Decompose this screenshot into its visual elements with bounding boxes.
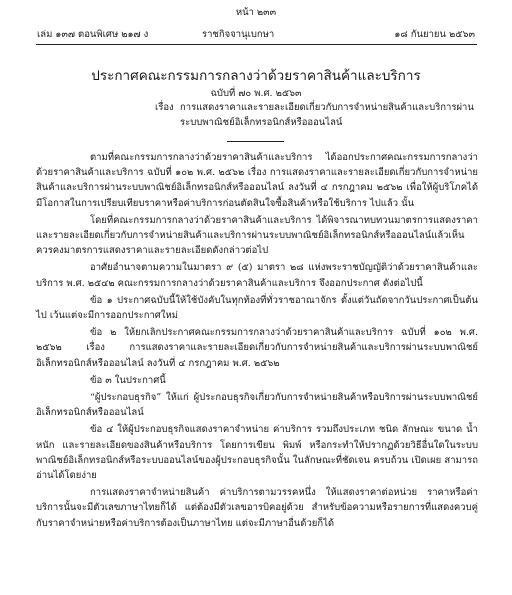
volume-issue: เล่ม ๑๓๗ ตอนพิเศษ ๒๑๗ ง <box>37 29 149 40</box>
announcement-subject <box>155 100 475 130</box>
paragraph: ข้อ ๒ ให้ยกเลิกประกาศคณะกรรมการกลางว่าด้วยราคาสินค้าและบริการ ฉบับที่ ๑๐๒ พ.ศ. ๒๕๖๒ เรื่อง การแสดงราคาและรายละเอียดเกี่ยวกับการจำหน่ายสินค้าและบริการผ่านระบบพาณิชย์อิเล็กทรอนิกส์หรือออนไลน์ ลงวันที่ ๔ กรกฎาคม พ.ศ. ๒๕๖๒ <box>36 327 478 369</box>
paragraph: การแสดงราคาจำหน่ายสินค้า ค่าบริการตามวรรคหนึ่ง ให้แสดงราคาต่อหน่วย ราคาหรือค่าบริการนั้นจะมีตัวเลขภาษาไทยก็ได้ แต่ต้องมีตัวเลขอารบิคอยู่ด้วย สำหรับข้อความหรือรายการที่แสดงควบคู่กับราคาจำหน่ายหรือค่าบริการต้องเป็นภาษาไทย แต่จะมีภาษาอื่นด้วยก็ได้ <box>36 487 478 529</box>
subject-label: เรื่อง <box>155 102 174 113</box>
announcement-body <box>36 150 478 533</box>
paragraph: โดยที่คณะกรรมการกลางว่าด้วยราคาสินค้าและบริการ ได้พิจารณาทบทวนมาตรการแสดงราคาและรายละเอียดเกี่ยวกับการจำหน่ายสินค้าและบริการผ่านระบบพาณิชย์อิเล็กทรอนิกส์หรือออนไลน์แล้วเห็นควรคงมาตรการแสดงราคาและรายละเอียดดังกล่าวต่อไป <box>36 214 478 257</box>
subject-text: การแสดงราคาและรายละเอียดเกี่ยวกับการจำหน่ายสินค้าและบริการผ่านระบบพาณิชย์อิเล็กทรอนิกส์หรือออนไลน์ <box>180 102 474 128</box>
paragraph: ข้อ ๑ ประกาศฉบับนี้ให้ใช้บังคับในทุกท้องที่ทั่วราชอาณาจักร ตั้งแต่วันถัดจากวันประกาศเป็นต้นไป เว้นแต่จะมีการออกประกาศใหม่ <box>36 294 478 322</box>
title-divider <box>227 141 284 142</box>
paragraph: ข้อ ๓ ในประกาศนี้ <box>90 374 166 386</box>
paragraph: “ผู้ประกอบธุรกิจ” ให้แก่ ผู้ประกอบธุรกิจเกี่ยวกับการจำหน่ายสินค้าหรือบริการผ่านระบบพาณิชย์อิเล็กทรอนิกส์หรือออนไลน์ <box>36 392 478 419</box>
page-number: หน้า ๒๓๓ <box>235 7 277 18</box>
announcement-number: ฉบับที่ ๗๐ พ.ศ. ๒๕๖๓ <box>210 88 302 99</box>
paragraph: ตามที่คณะกรรมการกลางว่าด้วยราคาสินค้าและบริการ ได้ออกประกาศคณะกรรมการกลางว่าด้วยราคาสินค้าและบริการ ฉบับที่ ๑๐๒ พ.ศ. ๒๕๖๒ เรื่อง การแสดงราคาและรายละเอียดเกี่ยวกับการจำหน่ายสินค้าและบริการผ่านระบบพาณิชย์อิเล็กทรอนิกส์หรือออนไลน์ ลงวันที่ ๔ กรกฎาคม ๒๕๖๒ เพื่อให้ผู้บริโภคได้มีโอกาสในการเปรียบเทียบราคาหรือค่าบริการก่อนตัดสินใจซื้อสินค้าหรือใช้บริการ ไปแล้ว นั้น <box>36 152 478 209</box>
announcement-title: ประกาศคณะกรรมการกลางว่าด้วยราคาสินค้าและบริการ <box>91 68 421 84</box>
paragraph: อาศัยอำนาจตามความในมาตรา ๙ (๕) มาตรา ๒๘ แห่งพระราชบัญญัติว่าด้วยราคาสินค้าและบริการ พ.ศ. ๒๕๔๒ คณะกรรมการกลางว่าด้วยราคาสินค้าและบริการ จึงออกประกาศ ดังต่อไปนี้ <box>36 262 478 289</box>
publish-date: ๑๘ กันยายน ๒๕๖๓ <box>394 29 475 40</box>
header-divider <box>36 44 477 45</box>
paragraph: ข้อ ๔ ให้ผู้ประกอบธุรกิจแสดงราคาจำหน่าย ค่าบริการ รวมถึงประเภท ชนิด ลักษณะ ขนาด น้ำหนัก และรายละเอียดของสินค้าหรือบริการ โดยการเขียน พิมพ์ หรือกระทำให้ปรากฏด้วยวิธีอื่นใดในระบบพาณิชย์อิเล็กทรอนิกส์หรือระบบออนไลน์ของผู้ประกอบธุรกิจนั้น ในลักษณะที่ชัดเจน ครบถ้วน เปิดเผย สามารถอ่านได้โดยง่าย <box>36 424 478 482</box>
gazette-header <box>37 27 475 41</box>
gazette-name: ราชกิจจานุเบกษา <box>202 29 275 40</box>
